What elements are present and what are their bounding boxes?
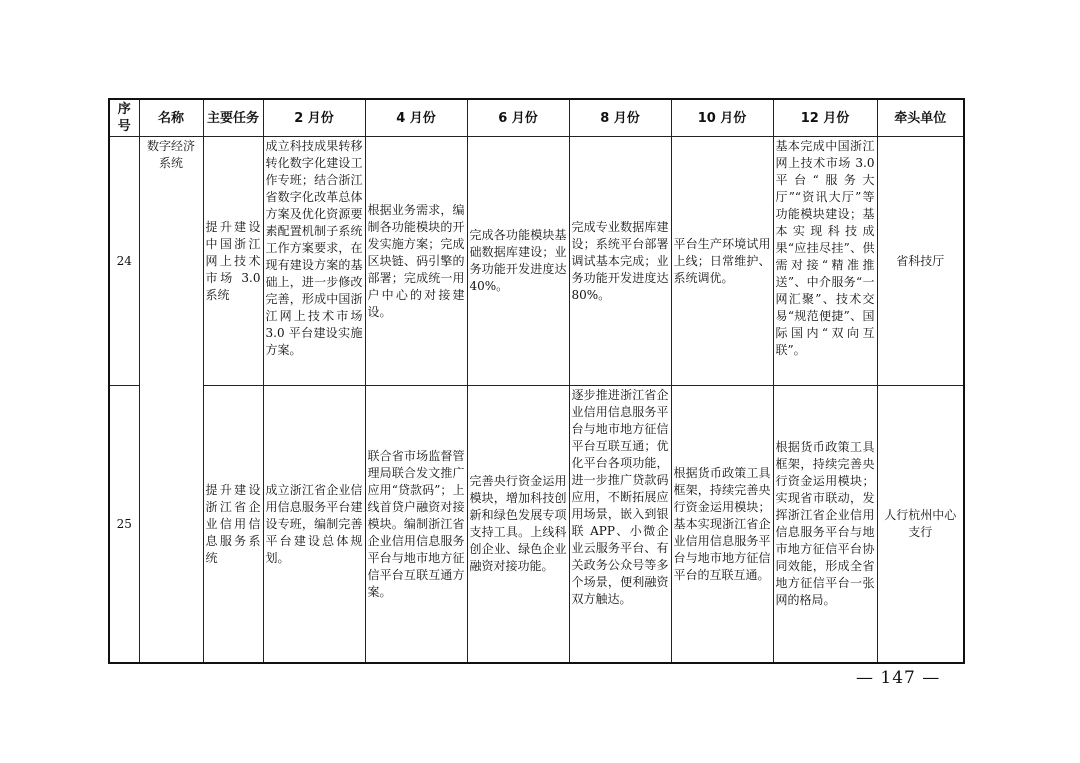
work-plan-table [108,98,965,664]
main-task: 提升建设中国浙江网上技术市场 3.0 系统 [203,137,263,386]
header-task: 主要任务 [203,99,263,137]
header-name: 名称 [139,99,203,137]
table-row [109,137,964,386]
plan-jun: 完善央行资金运用模块，增加科技创新和绿色发展专项支持工具。上线科创企业、绿色企业融资对接功能。 [467,386,569,664]
plan-apr: 根据业务需求，编制各功能模块的开发实施方案；完成区块链、码引擎的部署；完成统一用户中心的对接建设。 [365,137,467,386]
main-task: 提升建设浙江省企业信用信息服务系统 [203,386,263,664]
header-lead: 牵头单位 [877,99,964,137]
row-number: 24 [109,137,139,386]
plan-aug: 逐步推进浙江省企业信用信息服务平台与地市地方征信平台互联互通；优化平台各项功能，进一步推广贷款码应用，不断拓展应用场景，嵌入到银联 APP、小微企业云服务平台、有关政务公众号等多个场景，便利融资双方触达。 [569,386,671,664]
row-number: 25 [109,386,139,664]
header-no: 序号 [109,99,139,137]
lead-unit: 省科技厅 [877,137,964,386]
header-apr: 4 月份 [365,99,467,137]
plan-feb: 成立科技成果转移转化数字化建设工作专班；结合浙江省数字化改革总体方案及优化资源要素配置机制子系统工作方案要求，在现有建设方案的基础上，进一步修改完善，形成中国浙江网上技术市场 3.0 平台建设实施方案。 [263,137,365,386]
header-feb: 2 月份 [263,99,365,137]
table-row [109,386,964,664]
category-label: 数字经济系统 [146,139,195,170]
header-aug: 8 月份 [569,99,671,137]
plan-feb: 成立浙江省企业信用信息服务平台建设专班，编制完善平台建设总体规划。 [263,386,365,664]
lead-unit: 人行杭州中心支行 [877,386,964,664]
plan-jun: 完成各功能模块基础数据库建设；业务功能开发进度达 40%。 [467,137,569,386]
plan-aug: 完成专业数据库建设；系统平台部署调试基本完成；业务功能开发进度达 80%。 [569,137,671,386]
header-dec: 12 月份 [773,99,877,137]
plan-apr: 联合省市场监督管理局联合发文推广应用“贷款码”；上线首贷户融资对接模块。编制浙江省企业信用信息服务平台与地市地方征信平台互联互通方案。 [365,386,467,664]
page-number: — 147 — [856,668,941,688]
category-name [139,137,203,664]
plan-oct: 根据货币政策工具框架，持续完善央行资金运用模块；基本实现浙江省企业信用信息服务平台与地市地方征信平台的互联互通。 [671,386,773,664]
plan-dec: 根据货币政策工具框架，持续完善央行资金运用模块；实现省市联动，发挥浙江省企业信用信息服务平台与地市地方征信平台协同效能，形成全省地方征信平台一张网的格局。 [773,386,877,664]
table-header-row [109,99,964,137]
header-jun: 6 月份 [467,99,569,137]
plan-oct: 平台生产环境试用上线；日常维护、系统调优。 [671,137,773,386]
header-oct: 10 月份 [671,99,773,137]
plan-dec: 基本完成中国浙江网上技术市场 3.0 平台“服务大厅”“资讯大厅”等功能模块建设；基本实现科技成果“应挂尽挂”、供需对接“精准推送”、中介服务“一网汇聚”、技术交易“规范便捷”、国际国内“双向互联”。 [773,137,877,386]
